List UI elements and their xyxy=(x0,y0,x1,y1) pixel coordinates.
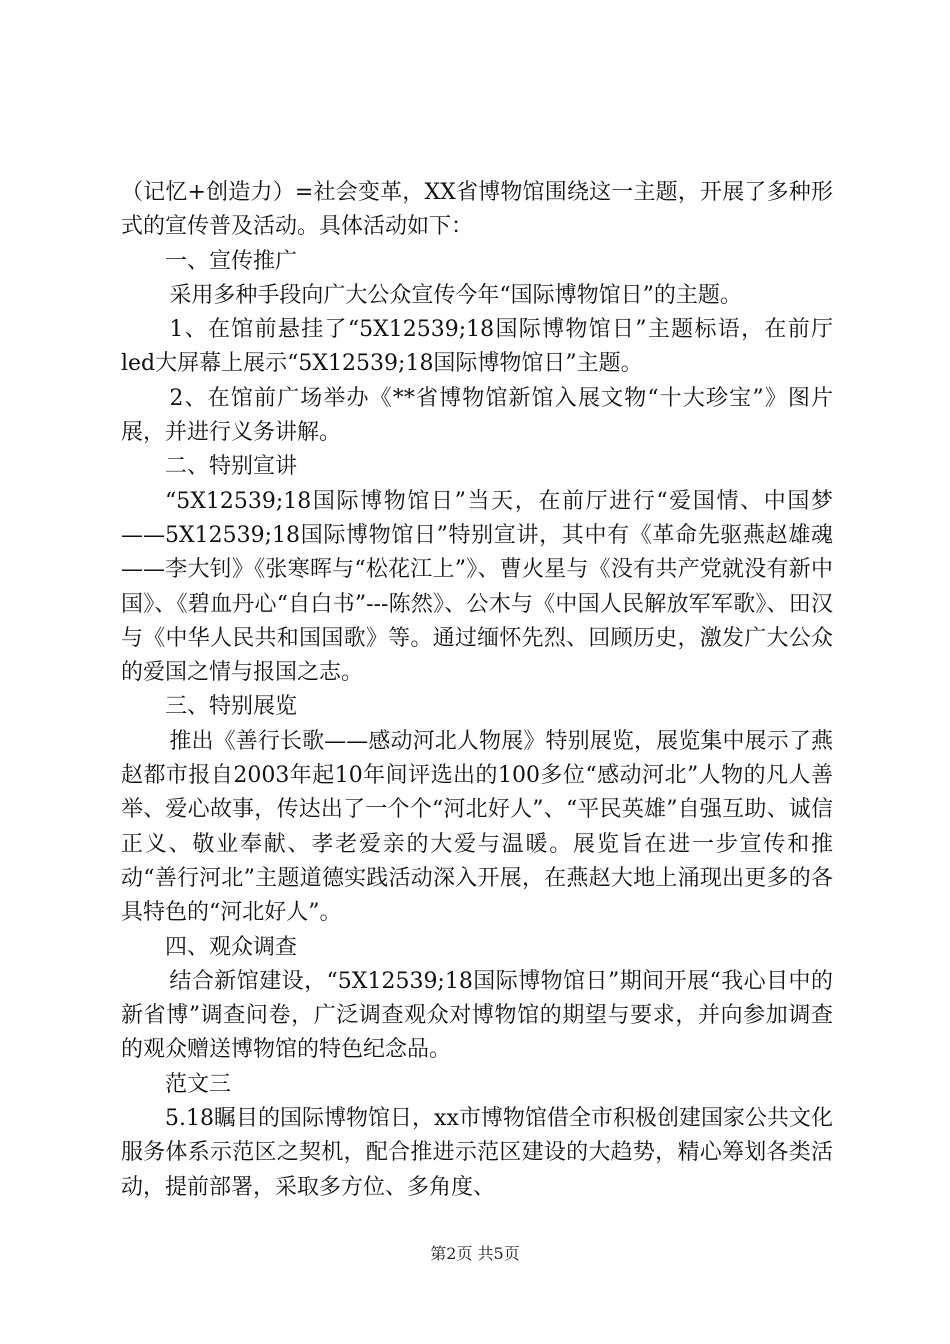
section-heading-survey: 四、观众调查 xyxy=(165,934,298,960)
section-heading-publicity: 一、宣传推广 xyxy=(165,248,298,274)
paragraph-sample-three: 5.18瞩目的国际博物馆日，xx市博物馆借全市积极创建国家公共文化服务体系示范区之契机，配合推进示范区建设的大趋势，精心筹划各类活动，提前部署，采取多方位、多角度、 xyxy=(121,1106,833,1200)
section-heading-sample-three: 范文三 xyxy=(165,1071,232,1097)
section-heading-exhibition: 三、特别展览 xyxy=(165,694,298,720)
paragraph-survey: 结合新馆建设，“5X12539;18国际博物馆日”期间开展“我心目中的新省博”调查问卷，广泛调查观众对博物馆的期望与要求，并向参加调查的观众赠送博物馆的特色纪念品。 xyxy=(121,968,833,1063)
paragraph-intro-continued: （记忆+创造力）=社会变革，XX省博物馆围绕这一主题，开展了多种形式的宣传普及活动。具体活动如下： xyxy=(121,180,833,240)
section-heading-lecture: 二、特别宣讲 xyxy=(165,454,298,480)
page-number-footer: 第2页 共5页 xyxy=(430,1244,520,1263)
document-body xyxy=(121,176,833,1205)
paragraph-publicity: 采用多种手段向广大公众宣传今年“国际博物馆日”的主题。 xyxy=(169,282,742,308)
paragraph-lecture: “5X12539;18国际博物馆日”当天，在前厅进行“爱国情、中国梦——5X12539;18国际博物馆日”特别宣讲，其中有《革命先驱燕赵雄魂——李大钊》《张寒晖与“松花江上”》、曹火星与《没有共产党就没有新中国》、《碧血丹心“自白书”---陈然》、公木与《中国人民解放军军歌》、田汉与《中华人民共和国国歌》等。通过缅怀先烈、回顾历史，激发广大公众的爱国之情与报国之志。 xyxy=(121,488,833,686)
paragraph-exhibition: 推出《善行长歌——感动河北人物展》特别展览，展览集中展示了燕赵都市报自2003年起10年间评选出的100多位“感动河北”人物的凡人善举、爱心故事，传达出了一个个“河北好人”、“平民英雄”自强互助、诚信正义、敬业奉献、孝老爱亲的大爱与温暖。展览旨在进一步宣传和推动“善行河北”主题道德实践活动深入开展，在燕赵大地上涌现出更多的各具特色的“河北好人”。 xyxy=(121,728,833,926)
paragraph-publicity-item-1: 1、在馆前悬挂了“5X12539;18国际博物馆日”主题标语，在前厅led大屏幕上展示“5X12539;18国际博物馆日”主题。 xyxy=(121,317,833,377)
paragraph-publicity-item-2: 2、在馆前广场举办《**省博物馆新馆入展文物“十大珍宝”》图片展，并进行义务讲解。 xyxy=(121,385,833,446)
